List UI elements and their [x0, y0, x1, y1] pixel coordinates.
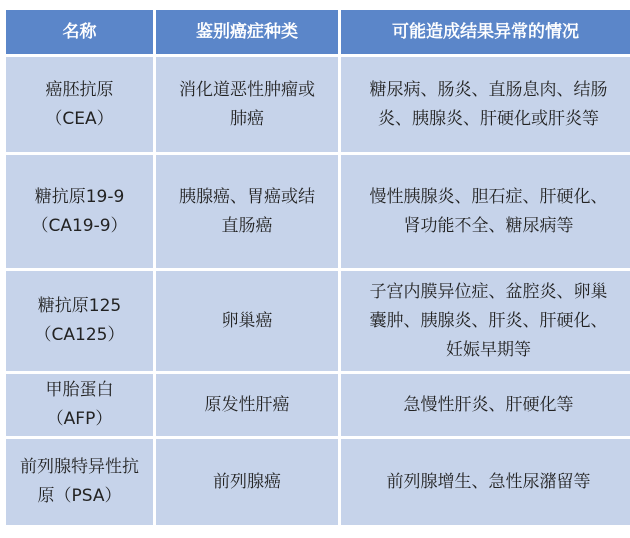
- conditions-line: 前列腺增生、急性尿潴留等: [386, 471, 591, 492]
- conditions-cell: [341, 155, 630, 268]
- marker-name-cell: [6, 57, 153, 152]
- table-row: [6, 155, 630, 268]
- cancer-type-line: 原发性肝癌: [204, 394, 290, 415]
- cancer-type-line: 肺癌: [230, 108, 264, 129]
- conditions-line: 急慢性肝炎、肝硬化等: [403, 394, 574, 415]
- conditions-line: 囊肿、胰腺炎、肝炎、肝硬化、: [369, 310, 608, 331]
- cancer-type-line: 胰腺癌、胃癌或结: [179, 186, 315, 207]
- cancer-type-cell: [156, 374, 338, 436]
- marker-name-line: （AFP）: [46, 409, 113, 429]
- marker-table: [6, 10, 630, 528]
- cancer-type-cell: [156, 271, 338, 371]
- marker-name-line: （CEA）: [45, 108, 114, 129]
- marker-name-line: 糖抗原19-9: [34, 186, 125, 207]
- cancer-type-cell: [156, 155, 338, 268]
- marker-name-cell: [6, 439, 153, 525]
- marker-name-line: （CA125）: [34, 325, 125, 345]
- cancer-type-line: 直肠癌: [221, 215, 273, 236]
- marker-name-line: 癌胚抗原: [45, 79, 114, 100]
- cancer-type-line: 消化道恶性肿瘤或: [179, 79, 315, 100]
- table-row: [6, 271, 630, 371]
- conditions-line: 炎、胰腺炎、肝硬化或肝炎等: [378, 108, 599, 129]
- cancer-type-cell: [156, 439, 338, 525]
- header-cancer-type-text: 鉴别癌症种类: [196, 21, 298, 42]
- header-abnormal-conditions-text: 可能造成结果异常的情况: [392, 21, 579, 42]
- header-name: [6, 10, 153, 54]
- marker-name-cell: [6, 374, 153, 436]
- marker-name-line: 前列腺特异性抗: [20, 457, 139, 477]
- cancer-type-line: 卵巢癌: [221, 310, 273, 331]
- marker-name-cell: [6, 155, 153, 268]
- conditions-line: 糖尿病、肠炎、直肠息肉、结肠: [369, 79, 608, 100]
- conditions-line: 慢性胰腺炎、胆石症、肝硬化、: [369, 186, 608, 207]
- marker-name-line: 原（PSA）: [37, 486, 122, 506]
- header-name-text: 名称: [62, 21, 97, 42]
- conditions-line: 子宫内膜异位症、盆腔炎、卵巢: [369, 281, 608, 302]
- table-row: [6, 374, 630, 436]
- conditions-cell: [341, 374, 630, 436]
- header-abnormal-conditions: [341, 10, 630, 54]
- header-cancer-type: [156, 10, 338, 54]
- marker-name-line: （CA19-9）: [31, 215, 128, 236]
- conditions-cell: [341, 271, 630, 371]
- table-header-row: [6, 10, 630, 54]
- conditions-cell: [341, 439, 630, 525]
- cancer-type-cell: [156, 57, 338, 152]
- marker-name-line: 糖抗原125: [37, 296, 122, 316]
- conditions-line: 肾功能不全、糖尿病等: [403, 215, 574, 236]
- table-row: [6, 439, 630, 525]
- cancer-type-line: 前列腺癌: [213, 471, 281, 492]
- conditions-line: 妊娠早期等: [446, 339, 531, 360]
- marker-name-line: 甲胎蛋白: [45, 380, 114, 400]
- conditions-cell: [341, 57, 630, 152]
- marker-name-cell: [6, 271, 153, 371]
- table-row: [6, 57, 630, 152]
